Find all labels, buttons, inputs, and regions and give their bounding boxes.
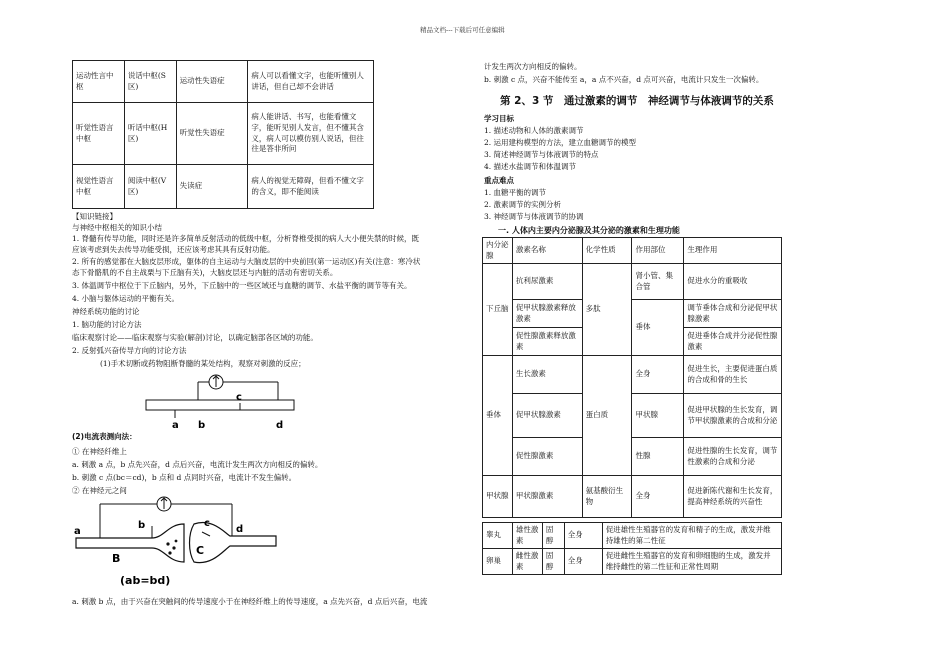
hormone-name-cell: 甲状腺激素	[512, 476, 582, 518]
text-line: 临床观察讨论——临床观察与实验(解剖)讨论，以确定脑部各区域的功能。	[72, 333, 318, 342]
function-cell: 促进甲状腺的生长发育，调节甲状腺激素的合成和分泌	[684, 394, 782, 438]
text-line: 态下骨骼肌的不自主战栗与下丘脑有关)，大脑皮层还与内脏的活动有密切关系。	[72, 268, 338, 277]
table-cell: 说话中枢(S区)	[124, 61, 176, 103]
header-cell: 作用部位	[632, 238, 684, 264]
nerve-fiber-figure	[140, 370, 300, 432]
chem-cell: 蛋白质	[582, 356, 632, 476]
chem-cell: 氨基酸衍生物	[582, 476, 632, 518]
function-cell: 促进性腺的生长发育，调节性激素的合成和分泌	[684, 438, 782, 476]
table-cell: 运动性言中枢	[73, 61, 125, 103]
language-center-table	[72, 60, 374, 209]
header-cell: 化学性质	[582, 238, 632, 264]
text-line: a. 刺激 b 点，由于兴奋在突触间的传导速度小于在神经纤维上的传导速度，a 点先兴奋，d 点后兴奋，电流	[72, 597, 428, 606]
section-title: 第 2、3 节 通过激素的调节 神经调节与体液调节的关系	[500, 95, 774, 107]
fig1-label-d: d	[276, 420, 284, 431]
text-line: 1. 脑功能的讨论方法	[72, 320, 142, 329]
table-cell: 失读症	[176, 165, 248, 209]
goal-item: 3. 简述神经调节与体液调节的特点	[484, 150, 599, 159]
function-cell: 调节垂体合成和分泌促甲状腺激素	[684, 300, 782, 328]
site-cell: 肾小管、集合管	[632, 264, 684, 300]
site-cell: 性腺	[632, 438, 684, 476]
fig1-label-a: a	[172, 420, 179, 431]
table-cell: 运动性失语症	[176, 61, 248, 103]
hormone-name-cell: 促甲状腺激素	[512, 394, 582, 438]
fig2-label-C: C	[196, 544, 205, 557]
fig2-label-b: b	[138, 520, 146, 531]
table-row	[483, 523, 782, 549]
function-cell: 促进生长，主要促进蛋白质的合成和骨的生长	[684, 356, 782, 394]
site-cell: 全身	[632, 356, 684, 394]
key-item: 1. 血糖平衡的调节	[484, 188, 547, 197]
page-header: 精品文档---下载后可任意编辑	[420, 26, 505, 34]
table-header-row	[483, 238, 782, 264]
chem-cell: 多肽	[582, 264, 632, 356]
site-cell: 全身	[564, 523, 602, 549]
text-line: 1. 脊髓有传导功能，同时还是许多简单反射活动的低级中枢，分析脊椎受损的病人大小便失禁的时候，既	[72, 234, 420, 243]
function-cell: 促进雌性生殖器官的发育和卵细胞的生成，激发并维持雌性的第二性征和正常性周期	[602, 549, 781, 575]
table-cell: 病人的视觉无障碍，但看不懂文字的含义，即不能阅读	[248, 165, 374, 209]
site-cell: 垂体	[632, 300, 684, 356]
table-row	[483, 438, 782, 476]
chem-cell: 固醇	[542, 549, 564, 575]
table-row	[73, 103, 374, 165]
hormone-name-cell: 促性腺激素释放激素	[512, 328, 582, 356]
hormone-table	[482, 237, 782, 518]
table-row	[73, 165, 374, 209]
header-cell: 内分泌腺	[483, 238, 513, 264]
table-cell: 听觉性失语症	[176, 103, 248, 165]
function-cell: 促进新陈代谢和生长发育，提高神经系统的兴奋性	[684, 476, 782, 518]
table-cell: 病人可以看懂文字，也能听懂别人讲话，但自己却不会讲话	[248, 61, 374, 103]
text-line: 【知识链接】	[72, 212, 117, 221]
fig2-label-B: B	[112, 552, 121, 565]
text-line: 2. 反射弧兴奋传导方向的讨论方法	[72, 346, 187, 355]
site-cell: 全身	[632, 476, 684, 518]
gland-cell: 下丘脑	[483, 264, 513, 356]
fig1-label-c: c	[236, 392, 242, 403]
table-cell: 阅读中枢(V区)	[124, 165, 176, 209]
text-line: ② 在神经元之间	[72, 486, 127, 495]
table-row	[73, 61, 374, 103]
site-cell: 甲状腺	[632, 394, 684, 438]
table-cell: 视觉性语言中枢	[73, 165, 125, 209]
key-heading: 重点难点	[484, 176, 514, 185]
goals-heading: 学习目标	[484, 114, 514, 123]
hormone-name-cell: 促甲状腺激素释放激素	[512, 300, 582, 328]
text-line: 3. 体温调节中枢位于下丘脑内，另外，下丘脑中的一些区域还与血糖的调节、水盐平衡的调节等有关。	[72, 281, 412, 290]
key-item: 3. 神经调节与体液调节的协调	[484, 212, 584, 221]
table-cell: 听觉性语言中枢	[73, 103, 125, 165]
table-row	[483, 264, 782, 300]
table-row	[483, 476, 782, 518]
gland-cell: 卵巢	[483, 549, 513, 575]
gland-cell: 垂体	[483, 356, 513, 476]
text-line: ① 在神经纤维上	[72, 447, 127, 456]
table-row	[483, 394, 782, 438]
synapse-figure	[72, 496, 278, 588]
function-cell: 促进垂体合成并分泌促性腺激素	[684, 328, 782, 356]
chem-cell: 固醇	[542, 523, 564, 549]
header-cell: 生理作用	[684, 238, 782, 264]
current-method-heading: (2)电流表测向法：	[72, 432, 137, 441]
hormone-name-cell: 雄性激素	[512, 523, 542, 549]
gland-cell: 睾丸	[483, 523, 513, 549]
table-row	[483, 356, 782, 394]
goal-item: 4. 描述水盐调节和体温调节	[484, 162, 577, 171]
text-line: (1)手术切断或药物阻断脊髓的某处结构，观察对刺激的反应；	[100, 359, 306, 368]
table-row	[483, 300, 782, 328]
text-line: b. 刺激 c 点，兴奋不能传至 a，a 点不兴奋，d 点可兴奋，电流计只发生一次偏转。	[484, 75, 764, 84]
goal-item: 1. 描述动物和人体的激素调节	[484, 126, 584, 135]
site-cell: 全身	[564, 549, 602, 575]
text-line: 神经系统功能的讨论	[72, 307, 140, 316]
hormone-name-cell: 促性腺激素	[512, 438, 582, 476]
text-line: 4. 小脑与躯体运动的平衡有关。	[72, 294, 180, 303]
gonad-table	[482, 522, 782, 575]
fig2-label-c: c	[204, 518, 210, 529]
goal-item: 2. 运用建构模型的方法，建立血糖调节的模型	[484, 138, 637, 147]
gland-cell: 甲状腺	[483, 476, 513, 518]
fig2-label-a: a	[74, 526, 81, 537]
fig2-label-d: d	[236, 524, 244, 535]
table-title: 一. 人体内主要内分泌腺及其分泌的激素和生理功能	[498, 226, 680, 235]
header-cell: 激素名称	[512, 238, 582, 264]
hormone-name-cell: 雌性激素	[512, 549, 542, 575]
text-line: 计发生两次方向相反的偏转。	[484, 62, 582, 71]
text-line: 应该考虑到失去传导功能受损，还应该考虑其具有反射功能。	[72, 245, 275, 254]
hormone-name-cell: 生长激素	[512, 356, 582, 394]
text-line: a. 刺激 a 点，b 点先兴奋，d 点后兴奋，电流计发生两次方向相反的偏转。	[72, 460, 323, 469]
fig2-caption: (ab=bd)	[120, 574, 171, 587]
table-row	[483, 549, 782, 575]
table-cell: 病人能讲话、书写，也能看懂文字，能听见别人发言，但不懂其含义，病人可以模仿别人说话，但往往是答非所问	[248, 103, 374, 165]
function-cell: 促进雄性生殖器官的发育和精子的生成，激发并维持雄性的第二性征	[602, 523, 781, 549]
hormone-name-cell: 抗利尿激素	[512, 264, 582, 300]
table-cell: 听话中枢(H区)	[124, 103, 176, 165]
fig1-label-b: b	[198, 420, 206, 431]
text-line: 与神经中枢相关的知识小结	[72, 223, 162, 232]
function-cell: 促进水分的重吸收	[684, 264, 782, 300]
key-item: 2. 激素调节的实例分析	[484, 200, 562, 209]
text-line: b. 刺激 c 点(bc＝cd)，b 点和 d 点同时兴奋，电流计不发生偏转。	[72, 473, 297, 482]
text-line: 2. 所有的感觉都在大脑皮层形成，躯体的自主运动与大脑皮层的中央前回(第一运动区)有关(注意：寒冷状	[72, 257, 421, 266]
